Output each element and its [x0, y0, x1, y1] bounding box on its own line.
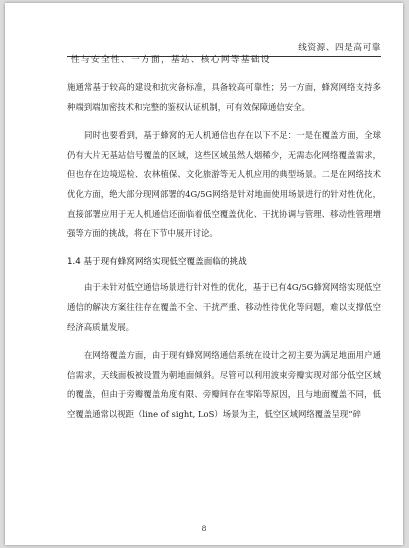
- document-page: [5, 3, 403, 545]
- section-paragraph-1: 由于未针对低空通信场景进行针对性的优化，基于已有4G/5G蜂窝网络实现低空通信的解决方案往往存在覆盖不全、干扰严重、移动性待优化等问题，难以支撑低空经济高质量发展。: [67, 282, 381, 332]
- section-heading: 1.4 基于现有蜂窝网络实现低空覆盖面临的挑战: [67, 256, 247, 267]
- paragraph-2: 同时也要看到，基于蜂窝的无人机通信也存在以下不足：一是在覆盖方面，全球仍有大片无基站信号覆盖的区域，这些区域虽然人烟稀少，无需态化网络覆盖需求，但也存在边境巡检、农林植保、文化旅游等无人机应用的典型场景。二是在网络技术优化方面，绝大部分现网部署的4G/5G网络是针对地面使用场景进行的针对性优化，直接部署应用于无人机通信还面临着低空覆盖优化、干扰协调与管理、移动性管理增强等方面的挑战，将在下节中展开讨论。: [67, 130, 381, 239]
- body-text: [67, 78, 381, 434]
- section-paragraph-2: 在网络覆盖方面，由于现有蜂窝网络通信系统在设计之初主要为满足地面用户通信需求，天线面板被设置为朝地面倾斜。尽管可以利用波束旁瓣实现对部分低空区域的覆盖，但由于旁瓣覆盖角度有限、旁瓣间存在零陷等原因，且与地面覆盖不同，低空覆盖通常以视距（line of sight, LoS）场景为主，低空区域网络覆盖呈现“碎: [67, 350, 381, 419]
- header-carryover-line: 性与安全性、一方面，基站、核心网等基础设: [71, 55, 271, 65]
- running-header: [67, 41, 381, 65]
- header-text: 线资源、四是高可靠: [298, 43, 381, 53]
- page-number: 8: [201, 524, 207, 533]
- paragraph-1: 施通常基于较高的建设和抗灾备标准，具备较高可靠性；另一方面，蜂窝网络支持多种端到端加密技术和完整的鉴权认证机制，可有效保障通信安全。: [67, 82, 381, 112]
